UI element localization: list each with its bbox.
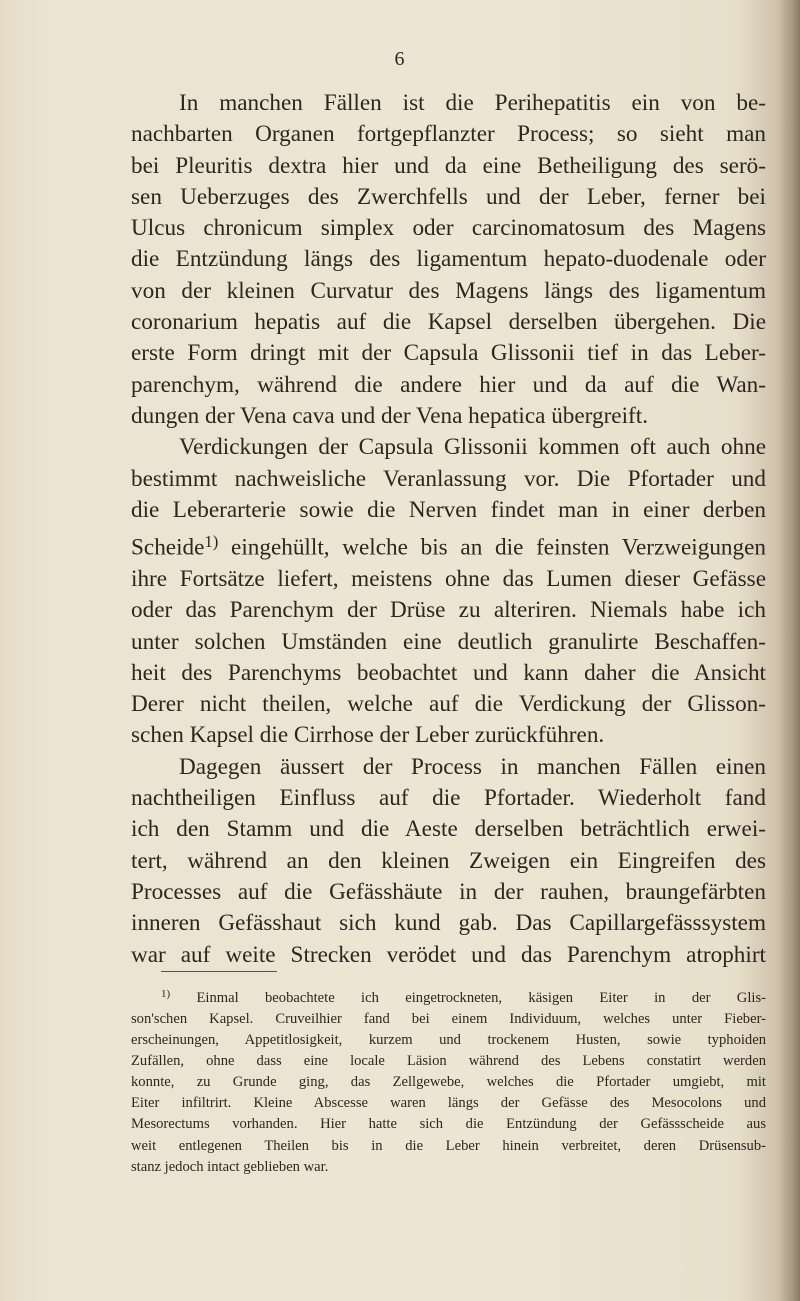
page-number: 6 (394, 48, 406, 70)
text-line: In manchen Fällen ist die Perihepatitis ein von be- (179, 90, 766, 116)
text-line: ihre Fortsätze liefert, meistens ohne das Lumen dieser Gefässe (131, 565, 766, 592)
text-fragment: eingehüllt, welche bis an die feinsten Verzweigungen (218, 534, 766, 561)
text-line: nachbarten Organen fortgepflanzter Process; so sieht man (131, 121, 766, 148)
text-line: Processes auf die Gefässhäute in der rauhen, braungefärbten (131, 878, 766, 905)
text-line: Dagegen äussert der Process in manchen Fällen einen (179, 753, 766, 780)
text-line: ich den Stamm und die Aeste derselben beträchtlich erwei- (131, 816, 766, 843)
footnote (131, 984, 766, 1178)
text-line: schen Kapsel die Cirrhose der Leber zurückführen. (131, 722, 605, 749)
text-line: bestimmt nachweisliche Veranlassung vor. Die Pfortader und (131, 465, 766, 492)
footnote-line: son'schen Kapsel. Cruveilhier fand bei einem Individuum, welches unter Fieber- (131, 1011, 766, 1028)
text-line: Ulcus chronicum simplex oder carcinomatosum des Magens (131, 215, 766, 242)
text-line: inneren Gefässhaut sich kund gab. Das Capillargefässsystem (131, 910, 766, 937)
footnote-line (131, 984, 766, 1009)
footnote-line: konnte, zu Grunde ging, das Zellgewebe, welches die Pfortader umgiebt, mit (131, 1074, 766, 1091)
text-fragment: Einmal beobachtete ich eingetrockneten, käsigen Eiter in der Glis- (170, 989, 766, 1006)
body-text (131, 88, 766, 971)
text-line: von der kleinen Curvatur des Magens längs des ligamentum (131, 277, 766, 304)
footnote-line: stanz jedoch intact geblieben war. (131, 1158, 329, 1175)
footnote-divider (161, 971, 277, 972)
text-line: nachtheiligen Einfluss auf die Pfortader. Wiederholt fand (131, 785, 766, 812)
text-line: parenchym, während die andere hier und da auf die Wan- (131, 371, 766, 398)
text-line: bei Pleuritis dextra hier und da eine Betheiligung des serö- (131, 152, 766, 179)
footnote-line: Mesorectums vorhanden. Hier hatte sich die Entzündung der Gefässscheide aus (131, 1116, 766, 1133)
text-line: sen Ueberzuges des Zwerchfells und der Leber, ferner bei (131, 183, 766, 210)
text-line: Verdickungen der Capsula Glissonii kommen oft auch ohne (179, 434, 766, 461)
text-line: Derer nicht theilen, welche auf die Verdickung der Glisson- (131, 691, 766, 718)
footnote-marker: 1) (161, 988, 171, 1000)
text-line: die Leberarterie sowie die Nerven findet man in einer derben (131, 496, 766, 523)
footnote-reference: 1) (204, 532, 219, 552)
page-edge-shadow (778, 0, 800, 1301)
text-line-with-footnote-ref (131, 526, 766, 564)
footnote-line: Zufällen, ohne dass eine locale Läsion während des Lebens constatirt werden (131, 1053, 766, 1070)
text-line: unter solchen Umständen eine deutlich granulirte Beschaffen- (131, 628, 766, 655)
footnote-line: Eiter infiltrirt. Kleine Abscesse waren längs der Gefässe des Mesocolons und (131, 1095, 766, 1112)
text-line: oder das Parenchym der Drüse zu alteriren. Niemals habe ich (131, 597, 766, 624)
text-line: tert, während an den kleinen Zweigen ein Eingreifen des (131, 847, 766, 874)
text-line: dungen der Vena cava und der Vena hepatica übergreift. (131, 402, 648, 429)
text-line: coronarium hepatis auf die Kapsel derselben übergehen. Die (131, 309, 766, 336)
text-line: erste Form dringt mit der Capsula Glissonii tief in das Leber- (131, 340, 766, 367)
text-fragment: Scheide (131, 534, 205, 561)
text-line: heit des Parenchyms beobachtet und kann daher die Ansicht (131, 659, 766, 686)
text-line: die Entzündung längs des ligamentum hepato-duodenale oder (131, 246, 766, 273)
footnote-line: weit entlegenen Theilen bis in die Leber hinein verbreitet, deren Drüsensub- (131, 1137, 766, 1154)
footnote-line: erscheinungen, Appetitlosigkeit, kurzem und trockenem Husten, sowie typhoiden (131, 1032, 766, 1049)
text-line: war auf weite Strecken verödet und das Parenchym atrophirt (131, 941, 766, 968)
